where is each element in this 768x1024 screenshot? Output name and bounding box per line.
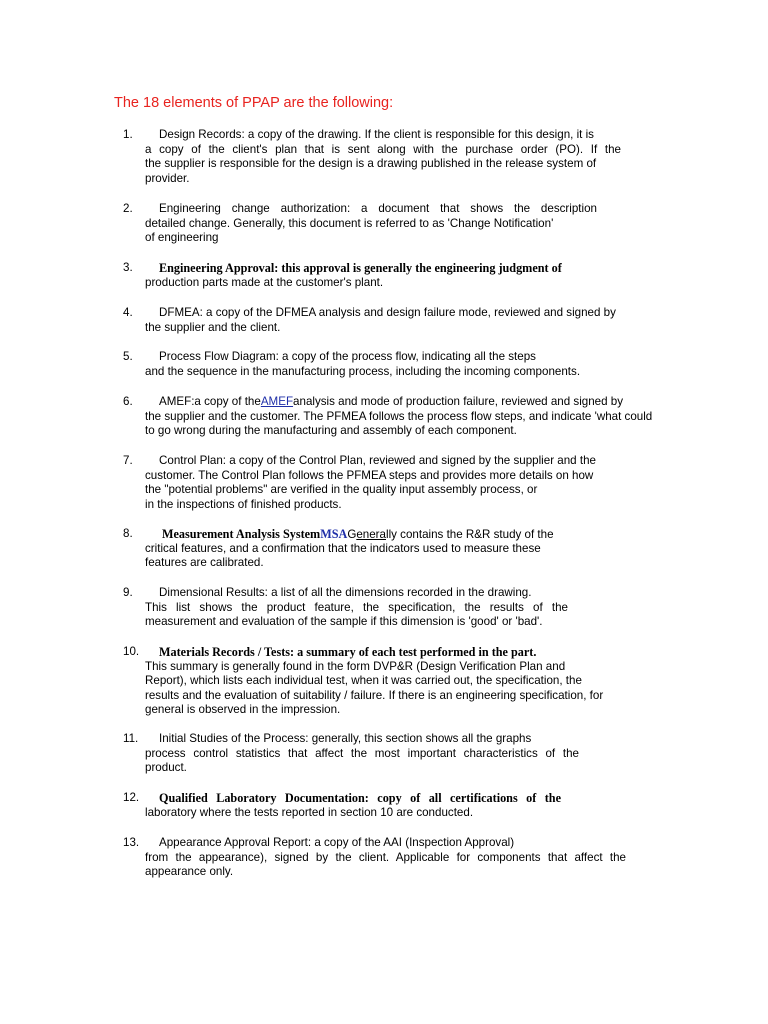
item-number: 5. bbox=[123, 350, 133, 363]
item-text-line: in the inspections of finished products. bbox=[145, 497, 342, 511]
item-text-line: measurement and evaluation of the sample if this dimension is 'good' or 'bad'. bbox=[145, 615, 543, 628]
item-text-line: Initial Studies of the Process: generally, this section shows all the graphs bbox=[159, 732, 532, 745]
item-text-line: appearance only. bbox=[145, 865, 234, 878]
item-text-line: Report), which lists each individual test, when it was carried out, the specification, the bbox=[145, 674, 582, 687]
item-text-line: AMEF:a copy of theAMEFanalysis and mode of production failure, reviewed and signed by bbox=[159, 395, 624, 408]
amef-link[interactable]: AMEF bbox=[260, 395, 294, 408]
item-text-line: general is observed in the impression. bbox=[145, 703, 341, 716]
item-number: 13. bbox=[123, 836, 140, 849]
item-text-line: Appearance Approval Report: a copy of the AAI (Inspection Approval) bbox=[159, 836, 515, 849]
item-text-line: results and the evaluation of suitability / failure. If there is an engineering specification, for bbox=[145, 688, 604, 702]
item-text-line: Engineering change authorization: a document that shows the description bbox=[159, 202, 597, 215]
item-text-line: the supplier and the customer. The PFMEA follows the process flow steps, and indicate 'what could bbox=[145, 409, 653, 423]
item-number: 4. bbox=[123, 306, 133, 319]
item-text-line: the supplier is responsible for the design is a drawing published in the release system of bbox=[145, 157, 597, 170]
item-text-line: of engineering bbox=[145, 231, 219, 244]
item-text-line: Qualified Laboratory Documentation: copy of all certifications of the bbox=[159, 791, 561, 805]
item-text-line: the "potential problems" are verified in the quality input assembly process, or bbox=[145, 483, 538, 496]
item-text-line: features are calibrated. bbox=[145, 556, 264, 569]
item-number: 10. bbox=[123, 645, 140, 658]
item-text-line: customer. The Control Plan follows the PFMEA steps and provides more details on how bbox=[145, 468, 594, 482]
item-number: 2. bbox=[123, 202, 133, 215]
item-number: 7. bbox=[123, 454, 133, 467]
item-text-line: production parts made at the customer's plant. bbox=[145, 275, 384, 289]
item-text-line: process control statistics that affect the most important characteristics of the bbox=[145, 746, 579, 760]
item-text-line: critical features, and a confirmation that the indicators used to measure these bbox=[145, 541, 541, 555]
item-text-line: and the sequence in the manufacturing process, including the incoming components. bbox=[145, 364, 581, 378]
item-text-line: to go wrong during the manufacturing and assembly of each component. bbox=[145, 424, 517, 437]
item-text-line: provider. bbox=[145, 171, 190, 185]
item-text-line: Engineering Approval: this approval is generally the engineering judgment of bbox=[159, 261, 562, 275]
item-text-line: Dimensional Results: a list of all the dimensions recorded in the drawing. bbox=[159, 586, 532, 599]
item-text-line: This list shows the product feature, the specification, the results of the bbox=[145, 600, 568, 614]
item-text-line: detailed change. Generally, this document is referred to as 'Change Notification' bbox=[145, 216, 554, 230]
item-number: 8. bbox=[123, 527, 133, 540]
item-number: 1. bbox=[123, 128, 133, 141]
item-number: 3. bbox=[123, 261, 133, 274]
item-text-line: Design Records: a copy of the drawing. If the client is responsible for this design, it is bbox=[159, 128, 594, 141]
item-number: 11. bbox=[123, 732, 139, 745]
item-text-line: Measurement Analysis SystemMSAGenerally contains the R&R study of the bbox=[162, 527, 554, 541]
item-text-line: a copy of the client's plan that is sent along with the purchase order (PO). If the bbox=[145, 142, 621, 156]
item-number: 9. bbox=[123, 586, 133, 599]
msa-acronym: MSA bbox=[320, 527, 348, 541]
item-text-line: the supplier and the client. bbox=[145, 320, 281, 334]
item-number: 12. bbox=[123, 791, 140, 804]
item-text-line: Process Flow Diagram: a copy of the process flow, indicating all the steps bbox=[159, 350, 536, 363]
item-text-line: This summary is generally found in the form DVP&R (Design Verification Plan and bbox=[145, 659, 566, 673]
item-text-line: Control Plan: a copy of the Control Plan, reviewed and signed by the supplier and the bbox=[159, 454, 596, 467]
item-text-line: laboratory where the tests reported in section 10 are conducted. bbox=[145, 805, 474, 819]
item-text-line: from the appearance), signed by the client. Applicable for components that affect the bbox=[145, 850, 626, 864]
item-number: 6. bbox=[123, 395, 133, 408]
item-text-line: Materials Records / Tests: a summary of each test performed in the part. bbox=[159, 645, 537, 659]
item-text-line: DFMEA: a copy of the DFMEA analysis and design failure mode, reviewed and signed by bbox=[159, 306, 616, 319]
item-text-line: product. bbox=[145, 761, 187, 774]
page-heading: The 18 elements of PPAP are the following: bbox=[114, 95, 394, 111]
